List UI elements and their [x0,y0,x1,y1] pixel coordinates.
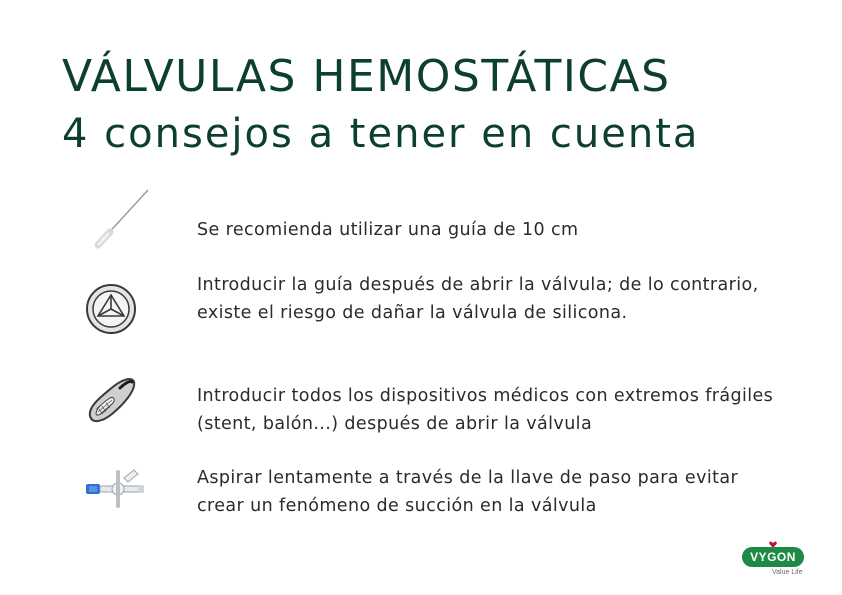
stopcock-icon [84,466,146,510]
page-title: VÁLVULAS HEMOSTÁTICAS [62,51,671,102]
vygon-logo [742,540,812,580]
valve-icon [84,282,138,336]
tip-4-text: Aspirar lentamente a través de la llave de paso para evitar crear un fenómeno de succión en la válvula [197,468,739,516]
guidewire-icon [88,186,154,250]
tip-1-text: Se recomienda utilizar una guía de 10 cm [197,220,579,240]
logo-tagline: Value Life [772,569,803,576]
tip-2-text: Introducir la guía después de abrir la válvula; de lo contrario, existe el riesgo de dañar la válvula de silicona. [197,275,759,323]
stent-icon [84,374,140,428]
logo-wordmark: VYGON [742,547,804,567]
tip-3-text: Introducir todos los dispositivos médicos con extremos frágiles (stent, balón...) después de abrir la válvula [197,386,774,434]
page-subtitle: 4 consejos a tener en cuenta [62,111,700,157]
